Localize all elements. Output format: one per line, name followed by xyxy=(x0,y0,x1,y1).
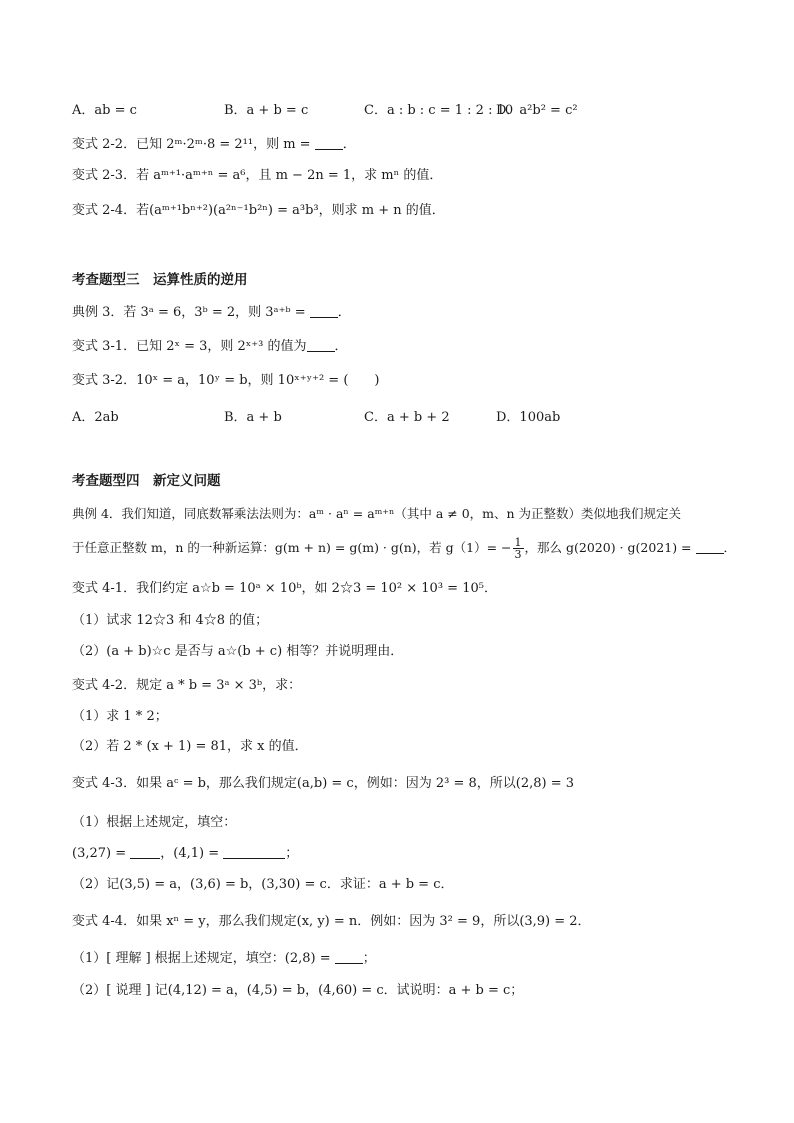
variant-4-3-part-1: （1）根据上述规定，填空： xyxy=(72,815,237,830)
variant-4-3-fill: (3,27) = ，(4,1) = ； xyxy=(72,846,299,861)
q3-option-d: D．100ab xyxy=(496,410,561,425)
section-4-title: 考查题型四 新定义问题 xyxy=(72,473,221,489)
answer-blank xyxy=(130,845,160,859)
answer-blank xyxy=(223,845,285,859)
answer-blank xyxy=(315,136,343,150)
variant-4-2: 变式 4-2．规定 a * b = 3ᵃ × 3ᵇ，求： xyxy=(72,678,302,693)
variant-4-4-part-2: （2）[ 说理 ] 记(4,12) = a，(4,5) = b，(4,60) = c．试说明：a + b = c； xyxy=(72,983,524,998)
variant-4-2-part-2: （2）若 2 * (x + 1) = 81，求 x 的值． xyxy=(72,739,308,754)
answer-blank xyxy=(696,540,724,554)
answer-blank xyxy=(307,338,335,352)
example-4-line-2b: ，那么 g(2020) · g(2021) = xyxy=(524,540,692,555)
example-3: 典例 3．若 3ᵃ = 6，3ᵇ = 2，则 3ᵃ⁺ᵇ = ． xyxy=(72,305,351,320)
variant-4-3: 变式 4-3．如果 aᶜ = b，那么我们规定(a,b) = c，例如：因为 2³ = 8，所以(2,8) = 3 xyxy=(72,776,575,791)
variant-3-1: 变式 3-1．已知 2ˣ = 3，则 2ˣ⁺³ 的值为 ． xyxy=(72,339,348,354)
fill-label-a: (3,27) = xyxy=(72,846,127,861)
q2-option-a: A．ab = c xyxy=(72,103,137,118)
variant-2-2-text: 变式 2-2．已知 2ᵐ·2ᵐ·8 = 2¹¹，则 m = xyxy=(72,137,311,152)
variant-4-3-part-2: （2）记(3,5) = a，(3,6) = b，(3,30) = c．求证：a + b = c． xyxy=(72,877,454,892)
variant-2-3: 变式 2-3．若 aᵐ⁺¹·aᵐ⁺ⁿ = a⁶，且 m − 2n = 1，求 mⁿ 的值． xyxy=(72,168,443,183)
variant-3-2: 变式 3-2．10ˣ = a，10ʸ = b，则 10ˣ⁺ʸ⁺² = ( ) xyxy=(72,373,380,388)
variant-4-2-part-1: （1）求 1 * 2； xyxy=(72,709,168,724)
answer-blank xyxy=(310,304,338,318)
answer-blank xyxy=(335,950,363,964)
variant-4-4-part-1: （1）[ 理解 ] 根据上述规定，填空：(2,8) = ； xyxy=(72,951,376,966)
q2-option-b: B．a + b = c xyxy=(224,103,309,118)
variant-4-1: 变式 4-1．我们约定 a☆b = 10ᵃ × 10ᵇ，如 2☆3 = 10² × 10³ = 10⁵． xyxy=(72,581,497,596)
q2-option-d: D．a²b² = c² xyxy=(496,103,578,118)
q3-option-c: C．a + b + 2 xyxy=(364,410,450,425)
example-4-line-2a: 于任意正整数 m，n 的一种新运算：g(m + n) = g(m) · g(n)，若 g（1）= − xyxy=(72,540,512,555)
variant-4-1-part-1: （1）试求 12☆3 和 4☆8 的值； xyxy=(72,613,269,628)
fill-label-b: ，(4,1) = xyxy=(160,846,220,861)
variant-4-4-part-1-text: （1）[ 理解 ] 根据上述规定，填空：(2,8) = xyxy=(72,951,331,966)
section-3-title: 考查题型三 运算性质的逆用 xyxy=(72,272,248,288)
example-4-line-1: 典例 4．我们知道，同底数幂乘法法则为：aᵐ · aⁿ = aᵐ⁺ⁿ（其中 a ≠ 0，m、n 为正整数）类似地我们规定关 xyxy=(72,506,682,521)
fraction-one-third: $\frac{1}{3}$ xyxy=(514,536,522,561)
q2-option-c: C．a : b : c = 1 : 2 : 10 xyxy=(364,103,514,118)
variant-3-1-text: 变式 3-1．已知 2ˣ = 3，则 2ˣ⁺³ 的值为 xyxy=(72,339,307,354)
example-3-text: 典例 3．若 3ᵃ = 6，3ᵇ = 2，则 3ᵃ⁺ᵇ = xyxy=(72,305,306,320)
variant-4-4: 变式 4-4．如果 xⁿ = y，那么我们规定(x, y) = n．例如：因为 3² = 9，所以(3,9) = 2． xyxy=(72,914,591,929)
example-4-line-2: 于任意正整数 m，n 的一种新运算：g(m + n) = g(m) · g(n)，若 g（1）= − $\frac{1}{3}$ ，那么 g(2020) · g(2021) = ． xyxy=(72,536,737,561)
variant-2-2: 变式 2-2．已知 2ᵐ·2ᵐ·8 = 2¹¹，则 m = ． xyxy=(72,137,356,152)
variant-4-1-part-2: （2）(a + b)☆c 是否与 a☆(b + c) 相等？并说明理由． xyxy=(72,644,404,659)
variant-2-4: 变式 2-4．若(aᵐ⁺¹bⁿ⁺²)(a²ⁿ⁻¹b²ⁿ) = a³b³，则求 m + n 的值． xyxy=(72,203,445,218)
q3-option-a: A．2ab xyxy=(72,410,119,425)
q3-option-b: B．a + b xyxy=(224,410,282,425)
